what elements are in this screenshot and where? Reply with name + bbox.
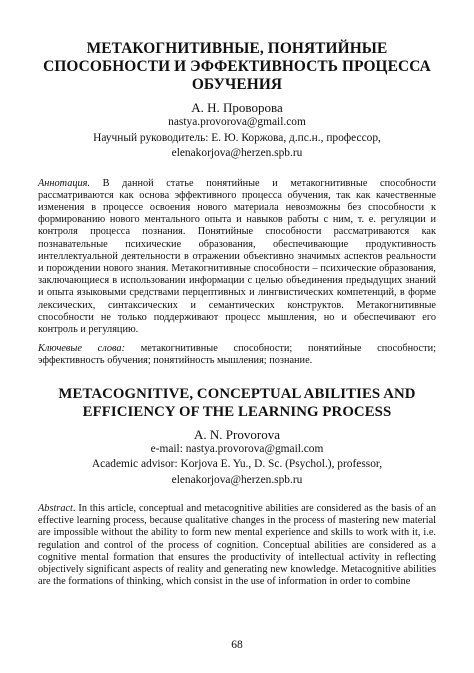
advisor-email-ru: elenakorjova@herzen.spb.ru xyxy=(171,147,303,159)
title-line: МЕТАКОГНИТИВНЫЕ, ПОНЯТИЙНЫЕ xyxy=(86,40,388,57)
advisor-email-en: elenakorjova@herzen.spb.ru xyxy=(171,473,303,486)
abstract-text-ru: В данной статье понятийные и метакогнитивные способности рассматриваются как основа эффективного процесса обучения, так как качественные изменения в процессе освоения нового материала невозможны без способности к формированию нового ментального опыта и навыков работы с ним, т. е. регуляции и контроля процесса познания. Понятийные способности рассматриваются как познавательные психические образования, обеспечивающие продуктивность интеллектуальной деятельности в отражении объективно значимых аспектов реальности и порождении нового знания. Метакогнитивные способности – психические образования, заключающиеся в использовании информации с целью объединения предыдущих знаний и опыта языковыми средствами перцептивных и лингвистических компетенций, в форме лексических, синтаксических и семантических конструктов. Метакогнитивные способности не только поддерживают процесс мышления, но и обеспечивают его контроль и регуляцию. xyxy=(38,177,436,335)
advisor-en: Academic advisor: Korjova E. Yu., D. Sc. (Psychol.), professor, xyxy=(91,458,383,471)
author-en: A. N. Provorova xyxy=(194,426,280,442)
abstract-label-ru: Аннотация. xyxy=(38,177,91,189)
page-number: 68 xyxy=(231,639,243,651)
author-ru: А. Н. Проворова xyxy=(191,100,283,115)
advisor-ru: Научный руководитель: Е. Ю. Коржова, д.пс.н., профессор, xyxy=(93,131,381,144)
paper-title-en xyxy=(38,385,436,421)
abstract-en xyxy=(38,503,436,588)
title-line: METACOGNITIVE, CONCEPTUAL ABILITIES AND xyxy=(58,385,416,402)
abstract-text-en: . In this article, conceptual and metacognitive abilities are considered as the basis of an effective learning process, because qualitative changes in the process of mastering new material are impossible without the ability to form new mental experience and skills to work with it, i.e. regulation and control of the process of cognition. Conceptual abilities are considered as a cognitive mental formation that ensures the productivity of intellectual activity in reflecting objectively significant aspects of reality and generating new knowledge. Metacognitive abilities are the formations of thinking, which consist in the use of information in order to combine xyxy=(38,503,436,588)
keywords-label-ru: Ключевые слова: xyxy=(38,343,125,355)
keywords-ru xyxy=(38,343,436,367)
abstract-ru xyxy=(38,178,436,337)
abstract-label-en: Abstract xyxy=(38,503,73,515)
title-line: EFFICIENCY OF THE LEARNING PROCESS xyxy=(82,403,392,420)
author-email-ru: nastya.provorova@gmail.com xyxy=(168,116,306,128)
author-email-en: e-mail: nastya.provorova@gmail.com xyxy=(150,442,324,455)
title-line: СПОСОБНОСТИ И ЭФФЕКТИВНОСТЬ ПРОЦЕССА xyxy=(43,58,431,75)
title-line: ОБУЧЕНИЯ xyxy=(191,76,283,93)
keywords-text-ru: метакогнитивные способности; понятийные способности; эффективность обучения; понятийность мышления; познание. xyxy=(38,343,436,367)
paper-title-ru xyxy=(38,40,436,94)
